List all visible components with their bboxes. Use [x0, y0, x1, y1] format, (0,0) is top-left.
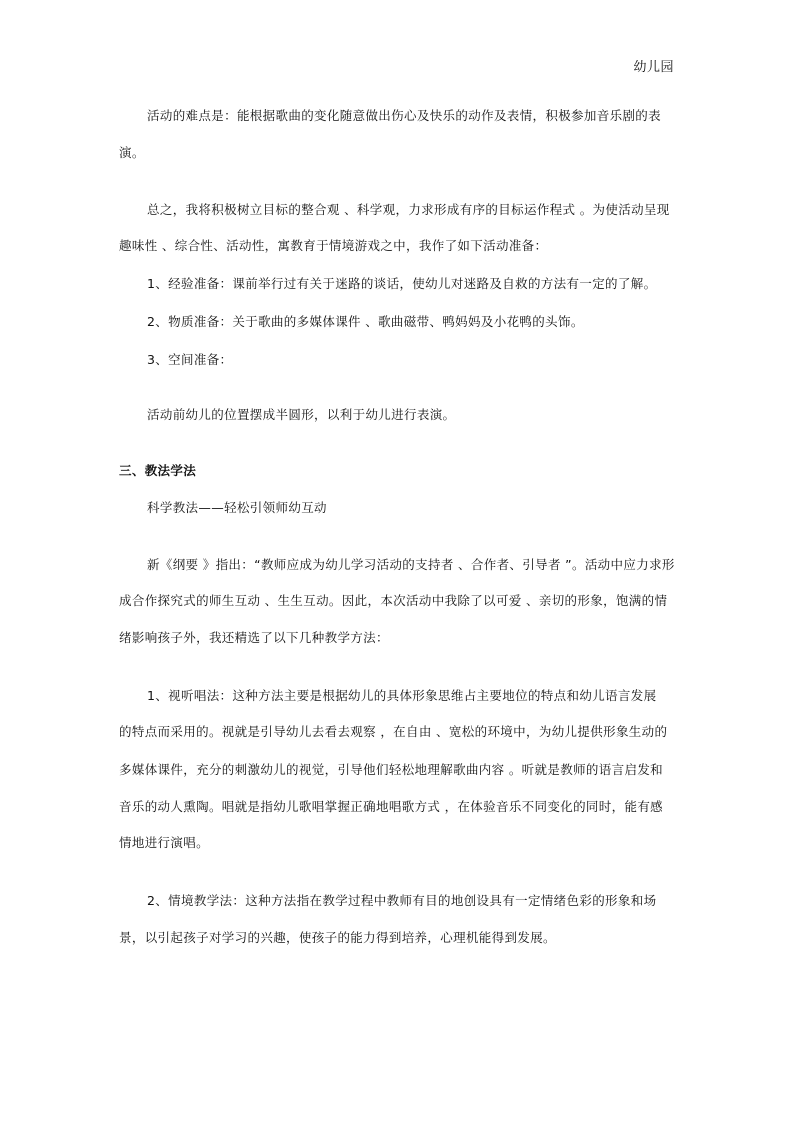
paragraph-line: 总之，我将积极树立目标的整合观 、科学观，力求形成有序的目标运作程式 。为使活动呈现: [147, 202, 670, 217]
paragraph-line: 活动前幼儿的位置摆成半圆形，以利于幼儿进行表演。: [147, 407, 456, 422]
paragraph-line: 2、情境教学法：这种方法指在教学过程中教师有目的地创设具有一定情绪色彩的形象和场: [147, 893, 657, 908]
paragraph-line: 多媒体课件，充分的刺激幼儿的视觉，引导他们轻松地理解歌曲内容 。听就是教师的语言启发和: [119, 762, 664, 777]
list-item: 1、经验准备：课前举行过有关于迷路的谈话，使幼儿对迷路及自救的方法有一定的了解。: [147, 276, 657, 291]
list-item: 2、物质准备：关于歌曲的多媒体课件 、歌曲磁带、鸭妈妈及小花鸭的头饰。: [147, 314, 584, 329]
subsection-heading: 科学教法——轻松引领师幼互动: [147, 500, 327, 515]
page-header: 幼儿园: [633, 60, 674, 75]
paragraph-line: 的特点而采用的。视就是引导幼儿去看去观察 ，在自由 、宽松的环境中，为幼儿提供形象生动的: [119, 724, 668, 739]
paragraph-line: 景，以引起孩子对学习的兴趣，使孩子的能力得到培养，心理机能得到发展。: [119, 930, 556, 945]
paragraph-line: 新《纲要 》指出：“教师应成为幼儿学习活动的支持者 、合作者、引导者 ”。活动中应力求形: [147, 557, 675, 572]
paragraph-line: 绪影响孩子外，我还精选了以下几种教学方法：: [119, 630, 389, 645]
paragraph-line: 音乐的动人熏陶。唱就是指幼儿歌唱掌握正确地唱歌方式 ，在体验音乐不同变化的同时，能有感: [119, 799, 664, 814]
paragraph-line: 成合作探究式的师生互动 、生生互动。因此，本次活动中我除了以可爱 、亲切的形象，饱满的情: [119, 593, 668, 608]
section-heading: 三、教法学法: [119, 463, 197, 478]
list-item: 3、空间准备：: [147, 352, 233, 367]
paragraph-line: 情地进行演唱。: [119, 835, 209, 850]
paragraph-line: 趣味性 、综合性、活动性，寓教育于情境游戏之中，我作了如下活动准备：: [119, 238, 548, 253]
paragraph-line: 1、视听唱法：这种方法主要是根据幼儿的具体形象思维占主要地位的特点和幼儿语言发展: [147, 688, 657, 703]
paragraph-line: 演。: [119, 145, 145, 160]
paragraph-line: 活动的难点是：能根据歌曲的变化随意做出伤心及快乐的动作及表情，积极参加音乐剧的表: [147, 108, 662, 123]
